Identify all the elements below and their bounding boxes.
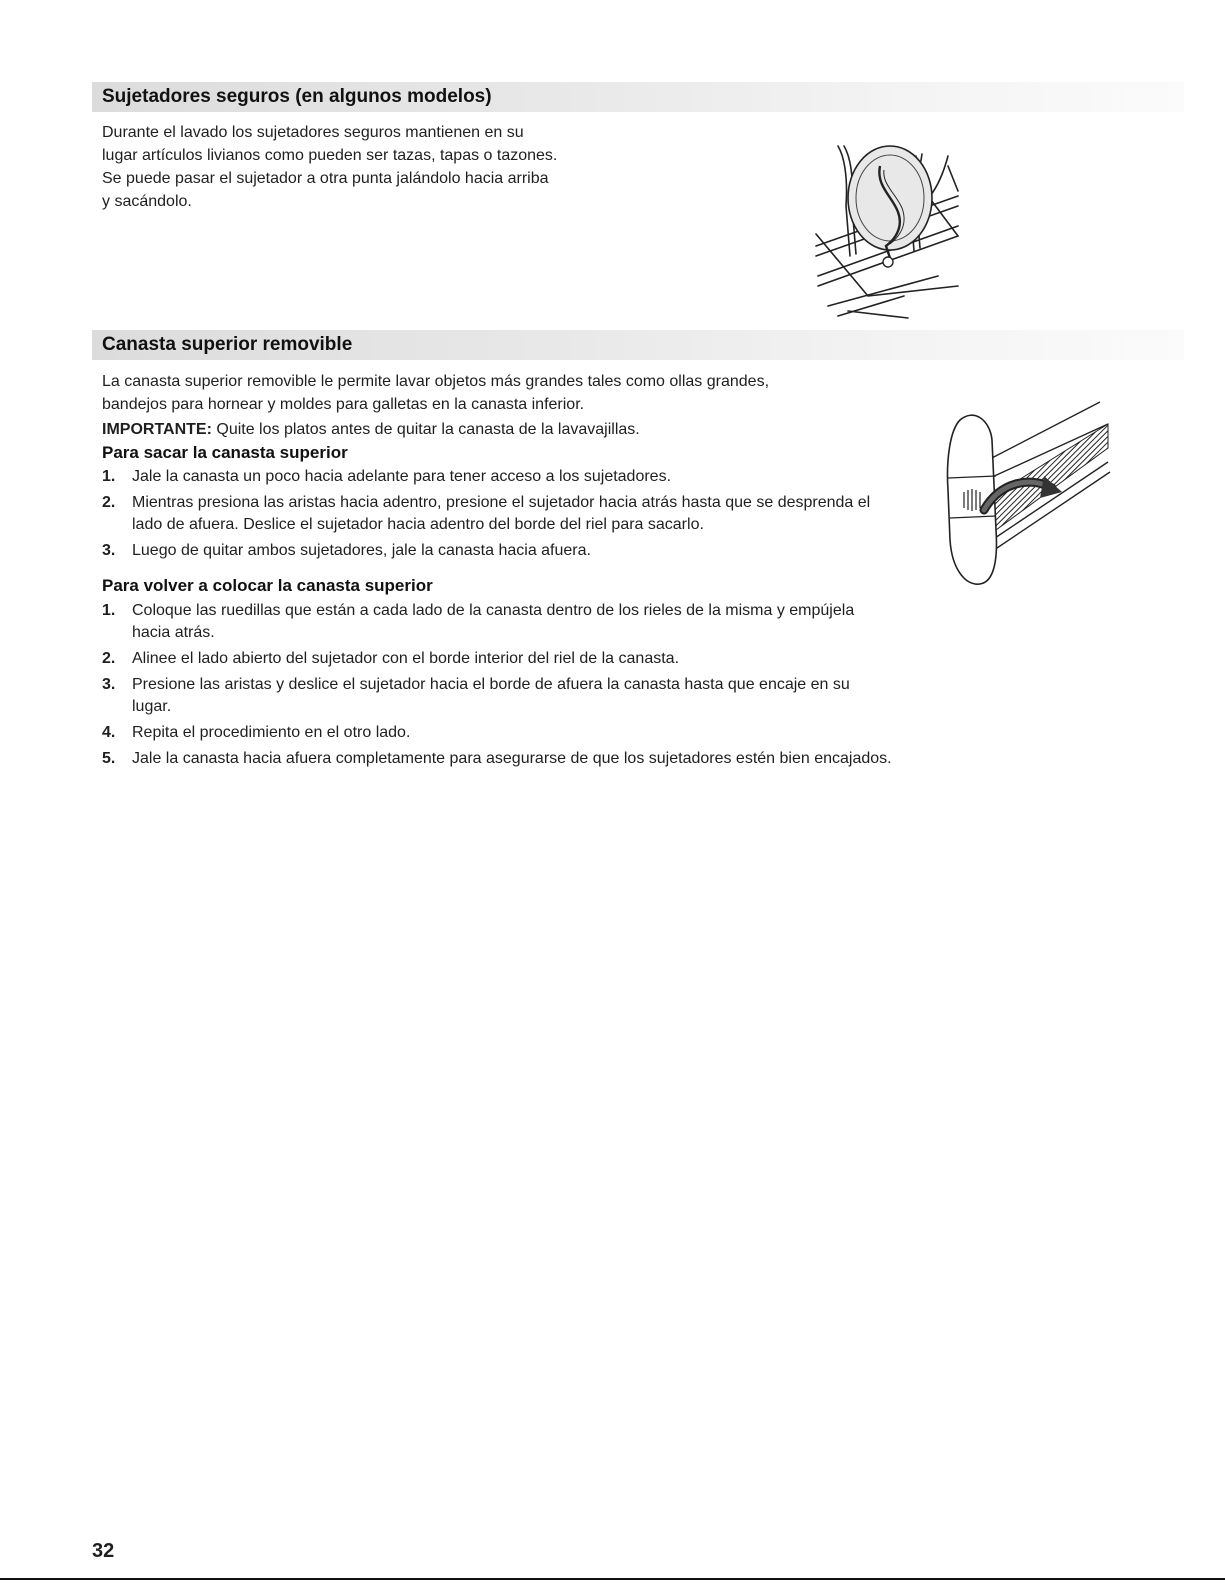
step-text: Coloque las ruedillas que están a cada lado de la canasta dentro de los rieles de la misma y empújela hacia atrás.	[132, 602, 855, 641]
secure-clips-line-3: Se puede pasar el sujetador a otra punta jalándolo hacia arriba	[102, 170, 549, 187]
secure-clip-illustration	[808, 136, 968, 321]
list-item	[102, 674, 892, 718]
step-number: 3.	[102, 542, 116, 559]
list-item	[102, 748, 892, 770]
step-text: Presione las aristas y deslice el sujetador hacia el borde de afuera la canasta hasta que encaje en su lugar.	[132, 676, 850, 715]
step-text: Alinee el lado abierto del sujetador con el borde interior del riel de la canasta.	[132, 650, 680, 667]
important-text: Quite los platos antes de quitar la canasta de la lavavajillas.	[211, 421, 640, 438]
secure-clips-line-1: Durante el lavado los sujetadores seguros mantienen en su	[102, 124, 524, 141]
step-text: Repita el procedimiento en el otro lado.	[132, 724, 411, 741]
secure-clips-line-4: y sacándolo.	[102, 193, 192, 210]
step-text: Jale la canasta un poco hacia adelante para tener acceso a los sujetadores.	[132, 468, 672, 485]
list-item	[102, 648, 892, 670]
page-number: 32	[92, 1540, 115, 1562]
list-item	[102, 540, 892, 562]
step-number: 2.	[102, 650, 116, 667]
step-number: 3.	[102, 676, 116, 693]
intro-line-2: bandejos para hornear y moldes para galletas en la canasta inferior.	[102, 396, 585, 413]
heading-secure-clips: Sujetadores seguros (en algunos modelos)	[102, 86, 492, 107]
remove-rack-steps	[102, 466, 892, 566]
step-number: 4.	[102, 724, 116, 741]
secure-clips-paragraph	[102, 121, 557, 213]
list-item	[102, 466, 892, 488]
footer-divider	[0, 1578, 1225, 1580]
step-text: Jale la canasta hacia afuera completamente para asegurarse de que los sujetadores estén bien encajados.	[132, 750, 892, 767]
step-number: 1.	[102, 602, 116, 619]
removable-rack-intro	[102, 370, 769, 416]
heading-removable-rack: Canasta superior removible	[102, 334, 353, 355]
important-note	[102, 418, 640, 441]
step-number: 1.	[102, 468, 116, 485]
list-item	[102, 600, 892, 644]
list-item	[102, 492, 892, 536]
step-number: 2.	[102, 494, 116, 511]
step-text: Luego de quitar ambos sujetadores, jale la canasta hacia afuera.	[132, 542, 591, 559]
section-heading-secure-clips	[92, 82, 1184, 112]
important-label: IMPORTANTE:	[102, 421, 212, 438]
intro-line-1: La canasta superior removible le permite lavar objetos más grandes tales como ollas grandes,	[102, 373, 770, 390]
section-heading-removable-rack	[92, 330, 1184, 360]
rack-rail-illustration	[940, 400, 1120, 590]
step-text: Mientras presiona las aristas hacia adentro, presione el sujetador hacia atrás hasta que se desprenda el lado de afuera. Deslice el sujetador hacia adentro del borde del riel para sacarlo.	[132, 494, 871, 533]
remove-rack-title: Para sacar la canasta superior	[102, 443, 348, 462]
list-item	[102, 722, 892, 744]
step-number: 5.	[102, 750, 116, 767]
replace-rack-title: Para volver a colocar la canasta superior	[102, 576, 433, 595]
secure-clips-line-2: lugar artículos livianos como pueden ser tazas, tapas o tazones.	[102, 147, 558, 164]
replace-rack-steps	[102, 600, 892, 774]
